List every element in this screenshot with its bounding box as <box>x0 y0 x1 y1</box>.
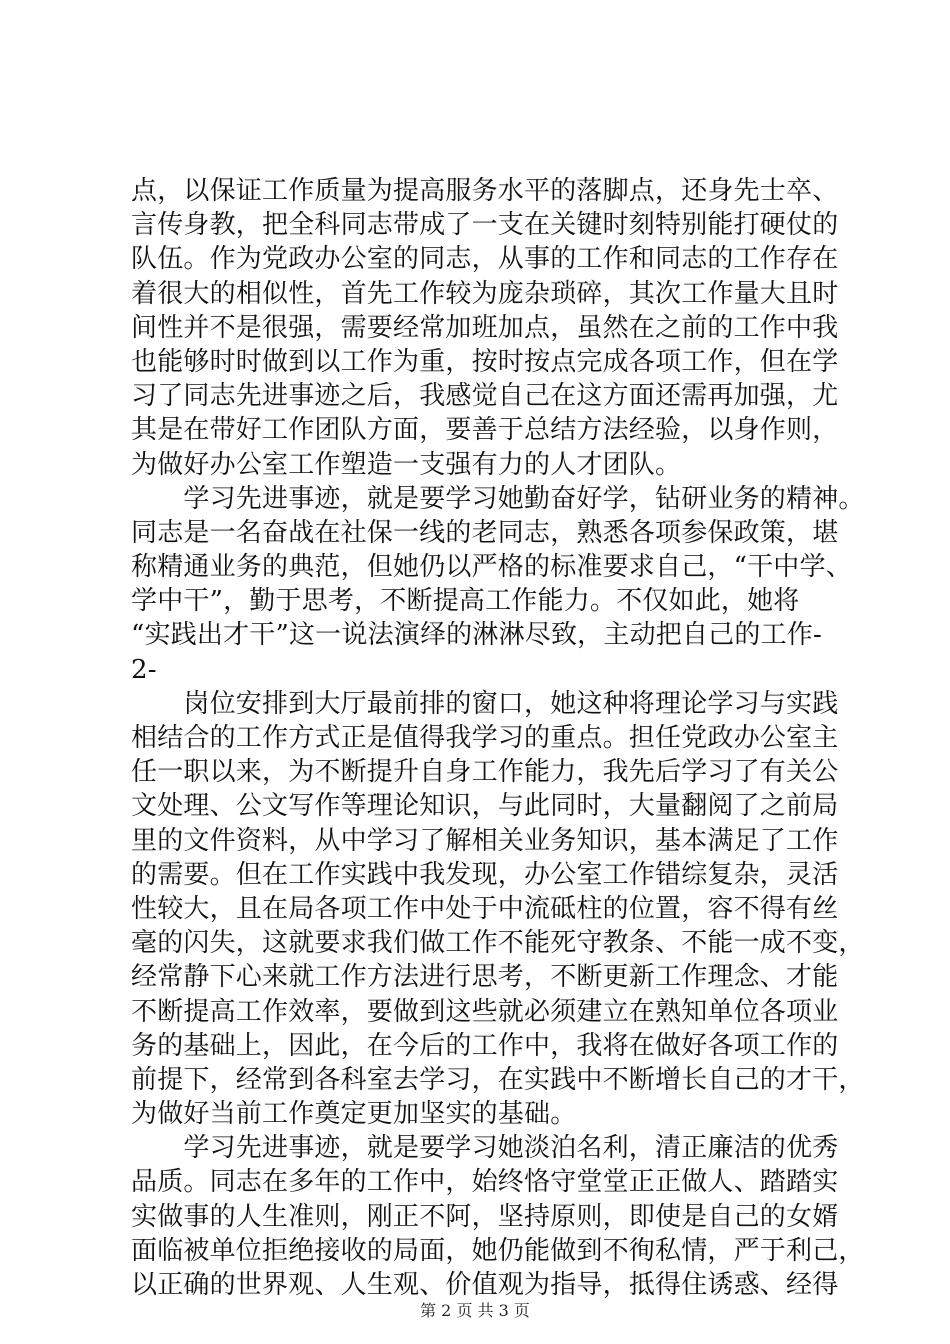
page-number-label: 第 2 页 共 3 页 <box>420 1301 530 1320</box>
text-line: 学习先进事迹，就是要学习她淡泊名利，清正廉洁的优秀 <box>131 1133 839 1164</box>
text-line: 习了同志先进事迹之后，我感觉自己在这方面还需再加强，尤 <box>131 381 839 412</box>
text-line: 前提下，经常到各科室去学习，在实践中不断增长自己的才干， <box>131 1064 865 1095</box>
text-line: 其是在带好工作团队方面，要善于总结方法经验，以身作则， <box>131 415 839 446</box>
text-line: 经常静下心来就工作方法进行思考，不断更新工作理念、才能 <box>131 962 839 993</box>
text-line: 点，以保证工作质量为提高服务水平的落脚点，还身先士卒、 <box>131 176 839 206</box>
text-line: 岗位安排到大厅最前排的窗口，她这种将理论学习与实践 <box>131 688 839 719</box>
text-line: 相结合的工作方式正是值得我学习的重点。担任党政办公室主 <box>131 723 839 753</box>
text-line: 为做好当前工作奠定更加坚实的基础。 <box>131 1099 577 1130</box>
text-line: 也能够时时做到以工作为重，按时按点完成各项工作，但在学 <box>131 346 839 377</box>
text-line: 面临被单位拒绝接收的局面，她仍能做到不徇私情，严于利己， <box>131 1235 865 1266</box>
text-line: “实践出才干”这一说法演绎的淋淋尽致，主动把自己的工作- <box>131 620 822 651</box>
text-line: 学习先进事迹，就是要学习她勤奋好学，钻研业务的精神。 <box>131 483 865 514</box>
document-body <box>131 174 865 1302</box>
text-line: 毫的闪失，这就要求我们做工作不能死守教条、不能一成不变， <box>131 928 865 959</box>
text-line: 不断提高工作效率，要做到这些就必须建立在熟知单位各项业 <box>131 996 839 1027</box>
text-line: 队伍。作为党政办公室的同志，从事的工作和同志的工作存在 <box>131 244 839 275</box>
text-line: 2- <box>131 654 157 685</box>
page-footer <box>0 1301 950 1321</box>
text-line: 里的文件资料，从中学习了解相关业务知识，基本满足了工作 <box>131 825 839 856</box>
text-line: 着很大的相似性，首先工作较为庞杂琐碎，其次工作量大且时 <box>131 278 839 309</box>
text-line: 间性并不是很强，需要经常加班加点，虽然在之前的工作中我 <box>131 312 839 343</box>
text-line: 品质。同志在多年的工作中，始终恪守堂堂正正做人、踏踏实 <box>131 1167 839 1198</box>
text-line: 的需要。但在工作实践中我发现，办公室工作错综复杂，灵活 <box>131 859 839 890</box>
text-line: 性较大，且在局各项工作中处于中流砥柱的位置，容不得有丝 <box>131 893 839 924</box>
text-line: 为做好办公室工作塑造一支强有力的人才团队。 <box>131 449 682 480</box>
text-line: 实做事的人生准则，刚正不阿，坚持原则，即使是自己的女婿 <box>131 1201 839 1232</box>
text-line: 文处理、公文写作等理论知识，与此同时，大量翻阅了之前局 <box>131 791 839 822</box>
text-line: 称精通业务的典范，但她仍以严格的标准要求自己，“干中学、 <box>131 552 852 583</box>
text-line: 学中干”，勤于思考，不断提高工作能力。不仅如此，她将 <box>131 586 800 617</box>
text-line: 务的基础上，因此，在今后的工作中，我将在做好各项工作的 <box>131 1030 839 1061</box>
text-line: 同志是一名奋战在社保一线的老同志，熟悉各项参保政策，堪 <box>131 517 839 548</box>
text-line: 以正确的世界观、人生观、价值观为指导，抵得住诱惑、经得 <box>131 1270 839 1300</box>
text-line: 任一职以来，为不断提升自身工作能力，我先后学习了有关公 <box>131 757 839 788</box>
text-line: 言传身教，把全科同志带成了一支在关键时刻特别能打硬仗的 <box>131 210 839 241</box>
